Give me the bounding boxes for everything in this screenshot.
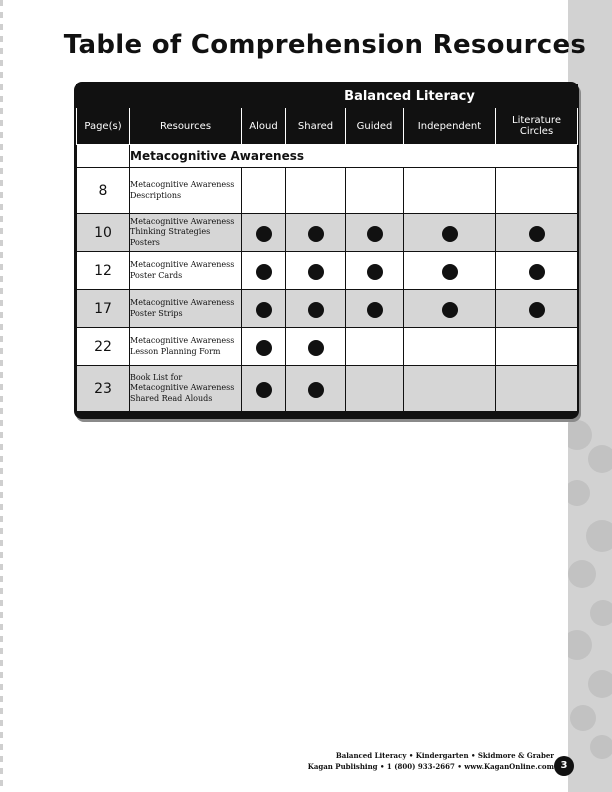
mark-cell: [242, 168, 286, 214]
resources-table: [76, 84, 578, 412]
header-spacer: [77, 85, 242, 108]
column-header-resources: Resources: [130, 108, 242, 145]
filled-dot-icon: [256, 264, 272, 280]
filled-dot-icon: [308, 226, 324, 242]
filled-dot-icon: [367, 264, 383, 280]
column-header-aloud: Aloud: [242, 108, 286, 145]
mark-cell: [496, 366, 578, 412]
filled-dot-icon: [442, 264, 458, 280]
table-row: [77, 214, 578, 252]
filled-dot-icon: [529, 226, 545, 242]
resource-cell: Metacognitive Awareness Descriptions: [130, 168, 242, 214]
page-number-cell: 10: [77, 214, 130, 252]
page-title: Table of Comprehension Resources: [63, 30, 587, 60]
mark-cell: [346, 328, 404, 366]
page-number: 3: [554, 756, 574, 776]
mark-cell: [496, 252, 578, 290]
resource-cell: Metacognitive Awareness Poster Strips: [130, 290, 242, 328]
mark-cell: [404, 290, 496, 328]
column-header-independent: Independent: [404, 108, 496, 145]
mark-cell: [346, 214, 404, 252]
mark-cell: [286, 366, 346, 412]
table-row: [77, 252, 578, 290]
filled-dot-icon: [529, 302, 545, 318]
mark-cell: [346, 252, 404, 290]
filled-dot-icon: [256, 382, 272, 398]
mark-cell: [286, 214, 346, 252]
mark-cell: [242, 328, 286, 366]
page-number-cell: 23: [77, 366, 130, 412]
table-row: [77, 168, 578, 214]
page-number-cell: 17: [77, 290, 130, 328]
section-title: Metacognitive Awareness: [130, 145, 578, 168]
mark-cell: [242, 290, 286, 328]
mark-cell: [286, 252, 346, 290]
mark-cell: [286, 168, 346, 214]
page-number-cell: 12: [77, 252, 130, 290]
mark-cell: [346, 290, 404, 328]
column-header-literature-circles: Literature Circles: [496, 108, 578, 145]
mark-cell: [404, 168, 496, 214]
mark-cell: [404, 366, 496, 412]
filled-dot-icon: [308, 382, 324, 398]
mark-cell: [404, 328, 496, 366]
filled-dot-icon: [256, 302, 272, 318]
filled-dot-icon: [308, 340, 324, 356]
resource-cell: Metacognitive Awareness Thinking Strategies Posters: [130, 214, 242, 252]
mark-cell: [242, 366, 286, 412]
resource-cell: Metacognitive Awareness Poster Cards: [130, 252, 242, 290]
section-spacer: [77, 145, 130, 168]
mark-cell: [496, 328, 578, 366]
table-row: [77, 290, 578, 328]
column-header-shared: Shared: [286, 108, 346, 145]
resource-cell: Book List for Metacognitive Awareness Shared Read Alouds: [130, 366, 242, 412]
footer-line-1: Balanced Literacy • Kindergarten • Skidmore & Graber: [335, 751, 554, 760]
page-edge-marks: [0, 0, 3, 792]
resources-table-frame: [74, 82, 579, 419]
filled-dot-icon: [308, 264, 324, 280]
page-number-cell: 22: [77, 328, 130, 366]
resource-cell: Metacognitive Awareness Lesson Planning Form: [130, 328, 242, 366]
mark-cell: [346, 366, 404, 412]
filled-dot-icon: [367, 226, 383, 242]
filled-dot-icon: [442, 302, 458, 318]
filled-dot-icon: [308, 302, 324, 318]
filled-dot-icon: [256, 226, 272, 242]
footer: [308, 750, 554, 772]
footer-line-2: Kagan Publishing • 1 (800) 933-2667 • www.KaganOnline.com: [307, 762, 554, 771]
page-number-cell: 8: [77, 168, 130, 214]
mark-cell: [286, 328, 346, 366]
filled-dot-icon: [367, 302, 383, 318]
mark-cell: [404, 252, 496, 290]
table-row: [77, 328, 578, 366]
table-row: [77, 366, 578, 412]
filled-dot-icon: [256, 340, 272, 356]
mark-cell: [496, 214, 578, 252]
filled-dot-icon: [529, 264, 545, 280]
mark-cell: [404, 214, 496, 252]
column-header-page-s: Page(s): [77, 108, 130, 145]
filled-dot-icon: [442, 226, 458, 242]
balanced-literacy-header: Balanced Literacy: [242, 85, 578, 108]
mark-cell: [286, 290, 346, 328]
mark-cell: [242, 252, 286, 290]
mark-cell: [496, 168, 578, 214]
mark-cell: [346, 168, 404, 214]
mark-cell: [242, 214, 286, 252]
column-header-guided: Guided: [346, 108, 404, 145]
mark-cell: [496, 290, 578, 328]
